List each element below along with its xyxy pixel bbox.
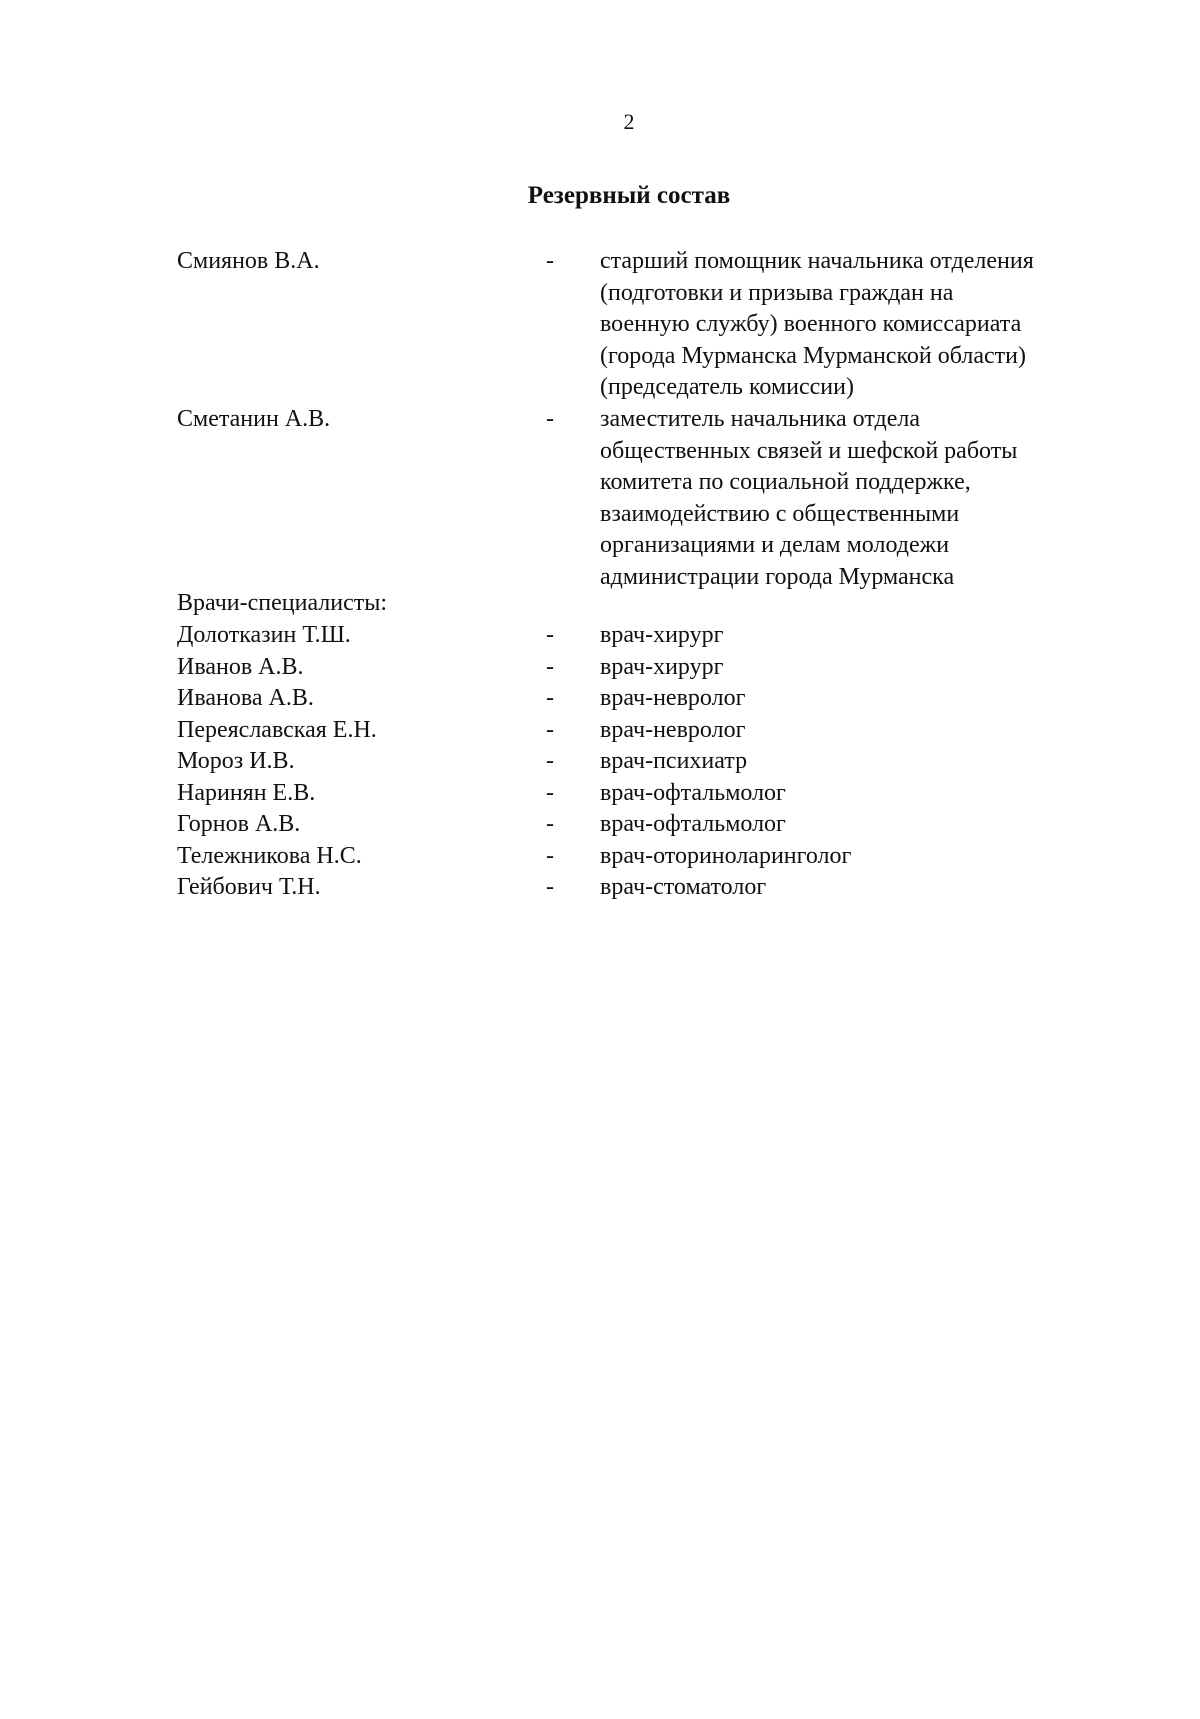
doctor-name: Долотказин Т.Ш. xyxy=(177,622,351,648)
description-line: организациями и делам молодежи xyxy=(600,532,950,558)
doctor-name: Наринян Е.В. xyxy=(177,779,316,806)
doctor-name: Горнов А.В. xyxy=(177,811,301,837)
doctor-role: врач-невролог xyxy=(600,685,746,711)
doctor-dash: - xyxy=(546,653,554,680)
doctor-role: врач-оториноларинголог xyxy=(600,842,852,869)
doctor-name: Иванова А.В. xyxy=(177,685,314,711)
description-line: администрации города Мурманска xyxy=(600,563,955,590)
description-line: комитета по социальной поддержке, xyxy=(600,469,971,495)
doctor-dash: - xyxy=(546,811,554,837)
doctor-role: врач-хирург xyxy=(600,653,724,680)
description-line: (города Мурманска Мурманской области) xyxy=(600,342,1026,369)
member-dash: - xyxy=(546,406,554,432)
doctor-role: врач-хирург xyxy=(600,622,724,648)
doctor-role: врач-стоматолог xyxy=(600,874,767,900)
doctor-dash: - xyxy=(546,685,554,711)
doctor-dash: - xyxy=(546,779,554,806)
doctor-dash: - xyxy=(546,748,554,774)
description-line: взаимодействию с общественными xyxy=(600,500,960,527)
doctor-role: врач-невролог xyxy=(600,716,746,743)
doctor-dash: - xyxy=(546,716,554,743)
doctor-role: врач-психиатр xyxy=(600,748,748,774)
description-line: (подготовки и призыва граждан на xyxy=(600,279,954,306)
description-line: (председатель комиссии) xyxy=(600,374,854,400)
doctor-name: Мороз И.В. xyxy=(177,748,295,774)
doctor-role: врач-офтальмолог xyxy=(600,811,786,837)
member-dash: - xyxy=(546,248,554,274)
section-heading: Резервный состав xyxy=(527,182,731,209)
description-line: общественных связей и шефской работы xyxy=(600,437,1018,464)
description-line: военную службу) военного комиссариата xyxy=(600,311,1022,337)
description-line: старший помощник начальника отделения xyxy=(600,248,1034,274)
doctor-name: Переяславская Е.Н. xyxy=(177,716,377,743)
member-name: Сметанин А.В. xyxy=(177,406,331,432)
doctor-name: Гейбович Т.Н. xyxy=(177,874,321,900)
page-number: 2 xyxy=(623,109,635,134)
doctors-label: Врачи-специалисты: xyxy=(177,590,388,616)
doctor-name: Тележникова Н.С. xyxy=(177,842,362,869)
description-line: заместитель начальника отдела xyxy=(600,406,920,432)
doctor-dash: - xyxy=(546,622,554,648)
member-description xyxy=(600,246,1120,404)
member-name: Смиянов В.А. xyxy=(177,248,320,274)
doctor-dash: - xyxy=(546,874,554,900)
member-description xyxy=(600,404,1120,593)
doctor-dash: - xyxy=(546,842,554,869)
doctor-name: Иванов А.В. xyxy=(177,653,304,680)
doctor-role: врач-офтальмолог xyxy=(600,779,786,806)
